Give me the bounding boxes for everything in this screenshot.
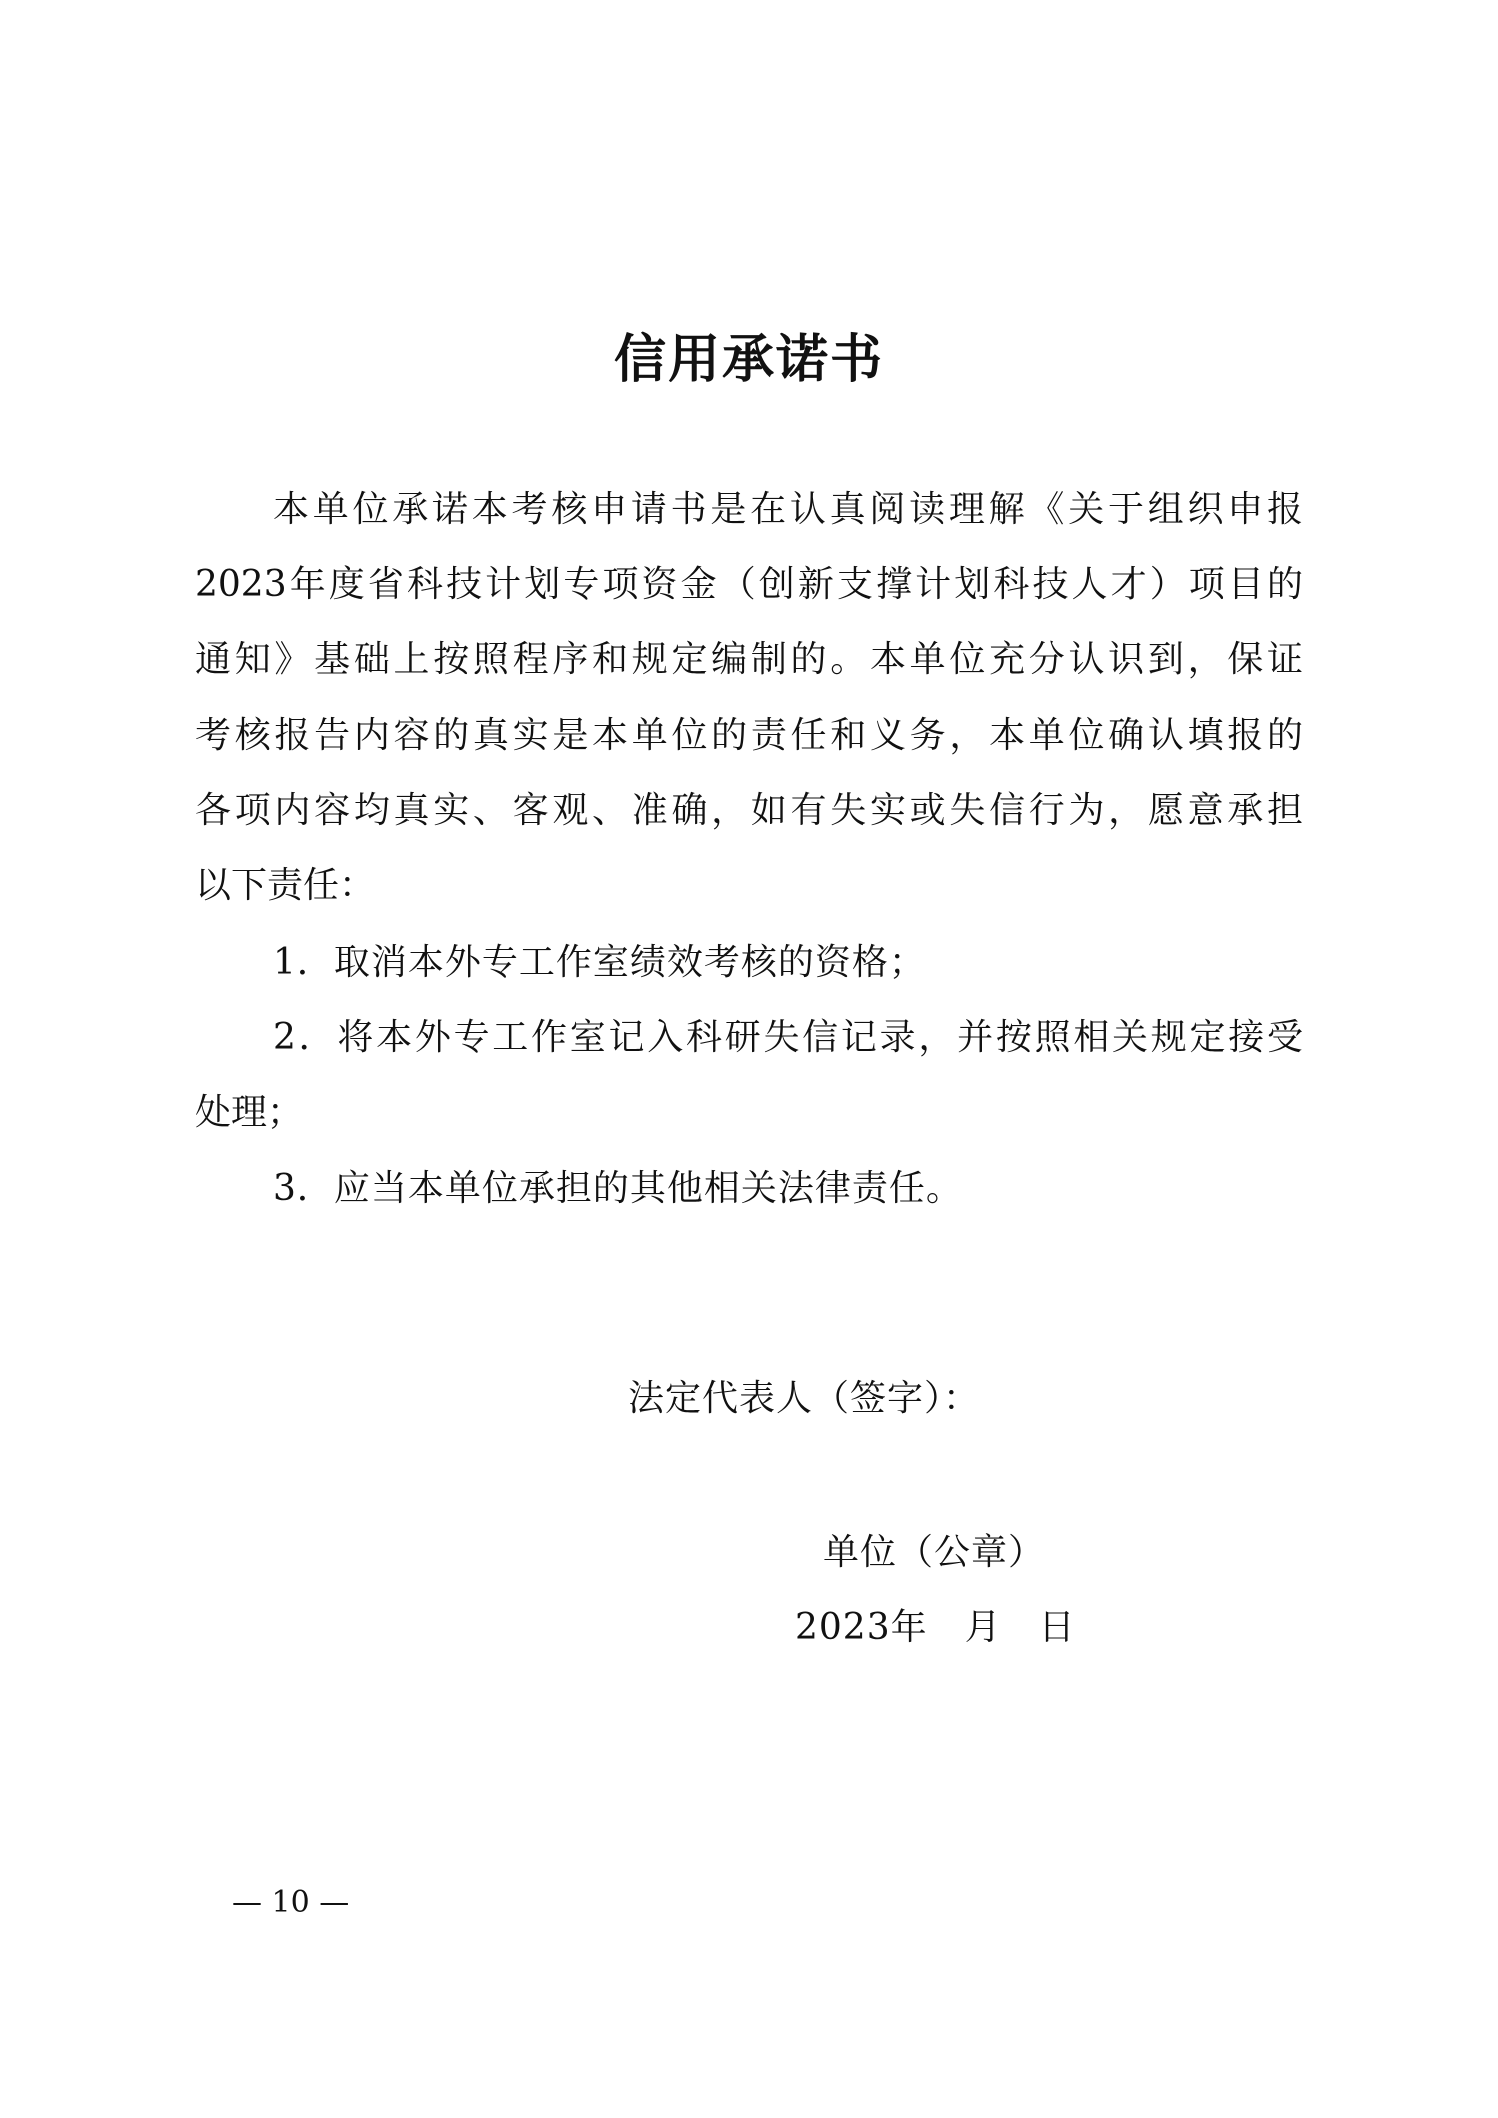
list-item: 3．应当本单位承担的其他相关法律责任。 [273, 1168, 963, 1209]
unit-seal-label: 单位（公章） [823, 1532, 1046, 1573]
date-label: 2023年 月 日 [795, 1607, 1076, 1648]
paragraph-line: 考核报告内容的真实是本单位的责任和义务，本单位确认填报的 [195, 715, 1303, 756]
page-number: — 10 — [232, 1885, 350, 1920]
paragraph-line: 2023年度省科技计划专项资金（创新支撑计划科技人才）项目的 [195, 564, 1303, 605]
list-item: 1．取消本外专工作室绩效考核的资格； [273, 942, 926, 983]
legal-representative-signature-label: 法定代表人（签字）： [628, 1378, 981, 1419]
list-item-continuation: 处理； [195, 1092, 304, 1133]
paragraph-line: 各项内容均真实、客观、准确，如有失实或失信行为，愿意承担 [195, 790, 1303, 831]
document-title: 信用承诺书 [613, 329, 884, 390]
paragraph-line: 本单位承诺本考核申请书是在认真阅读理解《关于组织申报 [273, 489, 1303, 530]
paragraph-line: 以下责任： [195, 865, 376, 906]
paragraph-line: 通知》基础上按照程序和规定编制的。本单位充分认识到，保证 [195, 639, 1303, 680]
list-item: 2．将本外专工作室记入科研失信记录，并按照相关规定接受 [273, 1017, 1303, 1058]
